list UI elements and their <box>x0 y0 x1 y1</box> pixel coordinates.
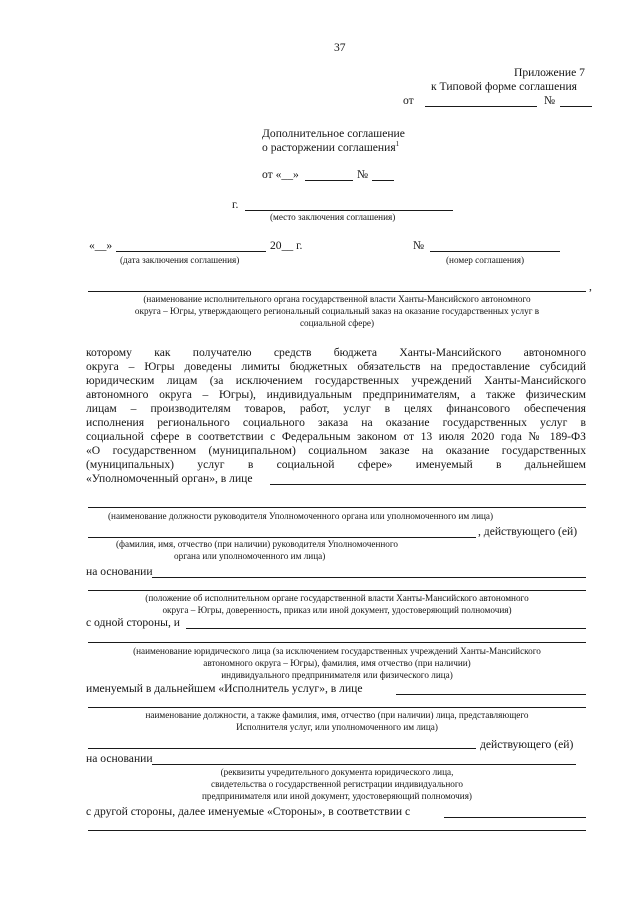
other-side-blank-1 <box>444 817 586 818</box>
auth-position-blank-1 <box>270 484 586 485</box>
appendix-title: Приложение 7 <box>514 66 585 79</box>
body-line-2: округа – Югры доведены лимиты бюджетных обязательств на предоставление субсидий <box>86 360 586 373</box>
org-caption-line1: (наименование исполнительного органа государственной власти Ханты-Мансийского автономного <box>143 294 531 304</box>
title-date-blank <box>305 180 353 181</box>
date-caption: (дата заключения соглашения) <box>120 255 240 265</box>
named-contractor-label: именуемый в дальнейшем «Исполнитель услуг», в лице <box>86 682 363 695</box>
place-caption: (место заключения соглашения) <box>270 212 396 222</box>
auth-name-caption-line1: (фамилия, имя, отчество (при наличии) руководителя Уполномоченного <box>116 539 399 549</box>
body-last-line: «Уполномоченный орган», в лице <box>86 472 253 485</box>
basis2-caption-line2: свидетельства о государственной регистрации индивидуального <box>211 779 463 789</box>
basis2-blank <box>152 764 576 765</box>
auth-position-caption: (наименование должности руководителя Уполномоченного органа или уполномоченного им лица) <box>108 511 494 521</box>
other-side-blank-2 <box>88 830 586 831</box>
agreement-date: «__» <box>89 239 113 252</box>
auth-position-blank-2 <box>88 507 586 508</box>
appendix-no-blank <box>560 106 592 107</box>
agreement-no-label: № <box>413 239 425 252</box>
agreement-date-blank <box>116 251 266 252</box>
number-caption: (номер соглашения) <box>446 255 525 265</box>
body-line-3: юридическим лицам (за исключением государственных учреждений Ханты-Мансийского <box>86 374 586 387</box>
acting2-label: действующего (ей) <box>480 738 574 751</box>
auth-name-caption-line2: органа или уполномоченного им лица) <box>174 551 326 561</box>
basis1-caption-line2: округа – Югры, доверенность, приказ или иной документ, удостоверяющий полномочия) <box>162 605 512 615</box>
contractor-caption-line1: (наименование юридического лица (за исключением государственных учреждений Ханты-Мансийского <box>133 646 541 656</box>
contractor-person-caption-line1: наименование должности, а также фамилия, имя, отчество (при наличии) лица, представляющего <box>145 710 529 720</box>
contractor-person-blank-3 <box>88 748 476 749</box>
appendix-date-blank <box>425 106 537 107</box>
other-side-label: с другой стороны, далее именуемые «Стороны», в соответствии с <box>86 805 411 818</box>
contractor-person-blank-1 <box>396 694 586 695</box>
basis1-caption-line1: (положение об исполнительном органе государственной власти Ханты-Мансийского автономного <box>145 593 529 603</box>
agreement-no-blank <box>430 251 560 252</box>
doc-title: Дополнительное соглашение <box>262 127 405 140</box>
contractor-blank-1 <box>186 628 586 629</box>
body-line-8: «О государственном (муниципальном) социальном заказе на оказание государственных <box>86 444 586 457</box>
appendix-subtitle: к Типовой форме соглашения <box>431 80 577 93</box>
doc-subtitle: о расторжении соглашения$^1$ <box>262 140 400 154</box>
contractor-blank-2 <box>88 642 586 643</box>
place-prefix: г. <box>232 198 239 211</box>
appendix-date-prefix: от <box>403 94 414 107</box>
org-name-blank <box>88 291 586 292</box>
org-comma: , <box>589 280 592 293</box>
one-side-label: с одной стороны, и <box>86 616 180 629</box>
body-line-4: автономного округа – Югры), индивидуальным предпринимателям, а также физическим <box>86 388 586 401</box>
agreement-year: 20__ г. <box>270 239 303 252</box>
contractor-person-caption-line2: Исполнителя услуг, или уполномоченного им лица) <box>236 722 438 732</box>
contractor-caption-line3: индивидуального предпринимателя или физического лица) <box>221 670 453 680</box>
contractor-caption-line2: автономного округа – Югры), фамилия, имя отчество (при наличии) <box>203 658 471 668</box>
auth-name-blank <box>88 537 476 538</box>
appendix-no-label: № <box>544 94 556 107</box>
body-line-9: (муниципальных) услуг в социальной сфере» именуемый в дальнейшем <box>86 458 586 471</box>
title-date: от «__» <box>262 168 299 181</box>
basis2-caption-line3: предпринимателя или иной документ, удостоверяющий полномочия) <box>202 791 472 801</box>
body-line-6: исполнения регионального социального заказа на оказание государственных услуг в <box>86 416 586 429</box>
basis1-blank-2 <box>88 590 586 591</box>
org-caption-line2: округа – Югры, утверждающего региональный социальный заказ на оказание государственных услуг в <box>134 306 540 316</box>
body-line-7: социальной сфере в соответствии с Федеральным законом от 13 июля 2020 года № 189-ФЗ <box>86 430 586 443</box>
org-caption-line3: социальной сфере) <box>299 318 375 328</box>
basis1-blank-1 <box>152 577 586 578</box>
page-number: 37 <box>334 41 346 54</box>
footnote-mark: 1 <box>395 140 400 148</box>
contractor-person-blank-2 <box>88 707 586 708</box>
basis2-label: на основании <box>86 752 153 765</box>
body-line-1: которому как получателю средств бюджета Ханты-Мансийского автономного <box>86 346 586 359</box>
body-line-5: лицам – производителям товаров, работ, услуг в целях финансового обеспечения <box>86 402 586 415</box>
title-no-label: № <box>357 168 369 181</box>
acting-label: , действующего (ей) <box>478 525 578 538</box>
basis2-caption-line1: (реквизиты учредительного документа юридического лица, <box>220 767 454 777</box>
basis1-label: на основании <box>86 565 153 578</box>
place-blank <box>245 210 453 211</box>
title-no-blank <box>372 180 394 181</box>
